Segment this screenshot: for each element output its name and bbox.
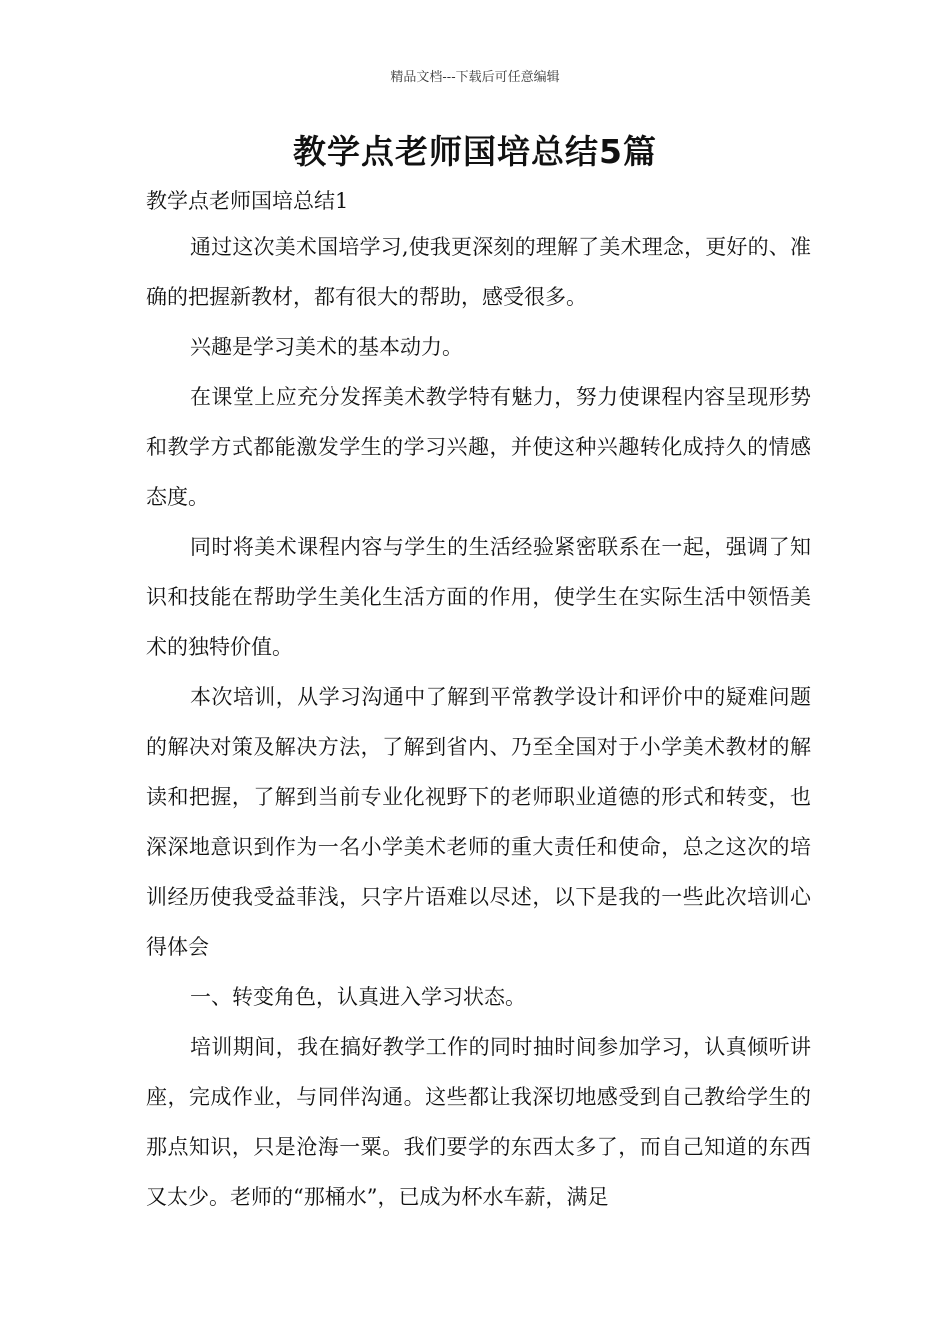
paragraph-2: 兴趣是学习美术的基本动力。	[190, 335, 463, 359]
paragraph-6: 一、转变角色，认真进入学习状态。	[190, 985, 526, 1009]
document-body	[146, 180, 811, 1222]
header-note: 精品文档---下载后可任意编辑	[390, 70, 560, 85]
paragraph-4: 同时将美术课程内容与学生的生活经验紧密联系在一起，强调了知识和技能在帮助学生美化生活方面的作用，使学生在实际生活中领悟美术的独特价值。	[146, 535, 811, 659]
paragraph-5: 本次培训，从学习沟通中了解到平常教学设计和评价中的疑难问题的解决对策及解决方法，了解到省内、乃至全国对于小学美术教材的解读和把握，了解到当前专业化视野下的老师职业道德的形式和转变，也深深地意识到作为一名小学美术老师的重大责任和使命，总之这次的培训经历使我受益菲浅，只字片语难以尽述，以下是我的一些此次培训心得体会	[146, 685, 811, 959]
section-heading: 教学点老师国培总结1	[146, 189, 349, 213]
paragraph-3: 在课堂上应充分发挥美术教学特有魅力，努力使课程内容呈现形势和教学方式都能激发学生的学习兴趣，并使这种兴趣转化成持久的情感态度。	[146, 385, 811, 509]
paragraph-7: 培训期间，我在搞好教学工作的同时抽时间参加学习，认真倾听讲座，完成作业，与同伴沟通。这些都让我深切地感受到自己教给学生的那点知识，只是沧海一粟。我们要学的东西太多了，而自己知道的东西又太少。老师的“那桶水”，已成为杯水车薪，满足	[146, 1035, 811, 1209]
paragraph-1: 通过这次美术国培学习,使我更深刻的理解了美术理念，更好的、准确的把握新教材，都有很大的帮助，感受很多。	[146, 235, 811, 309]
document-title: 教学点老师国培总结5篇	[293, 132, 657, 171]
